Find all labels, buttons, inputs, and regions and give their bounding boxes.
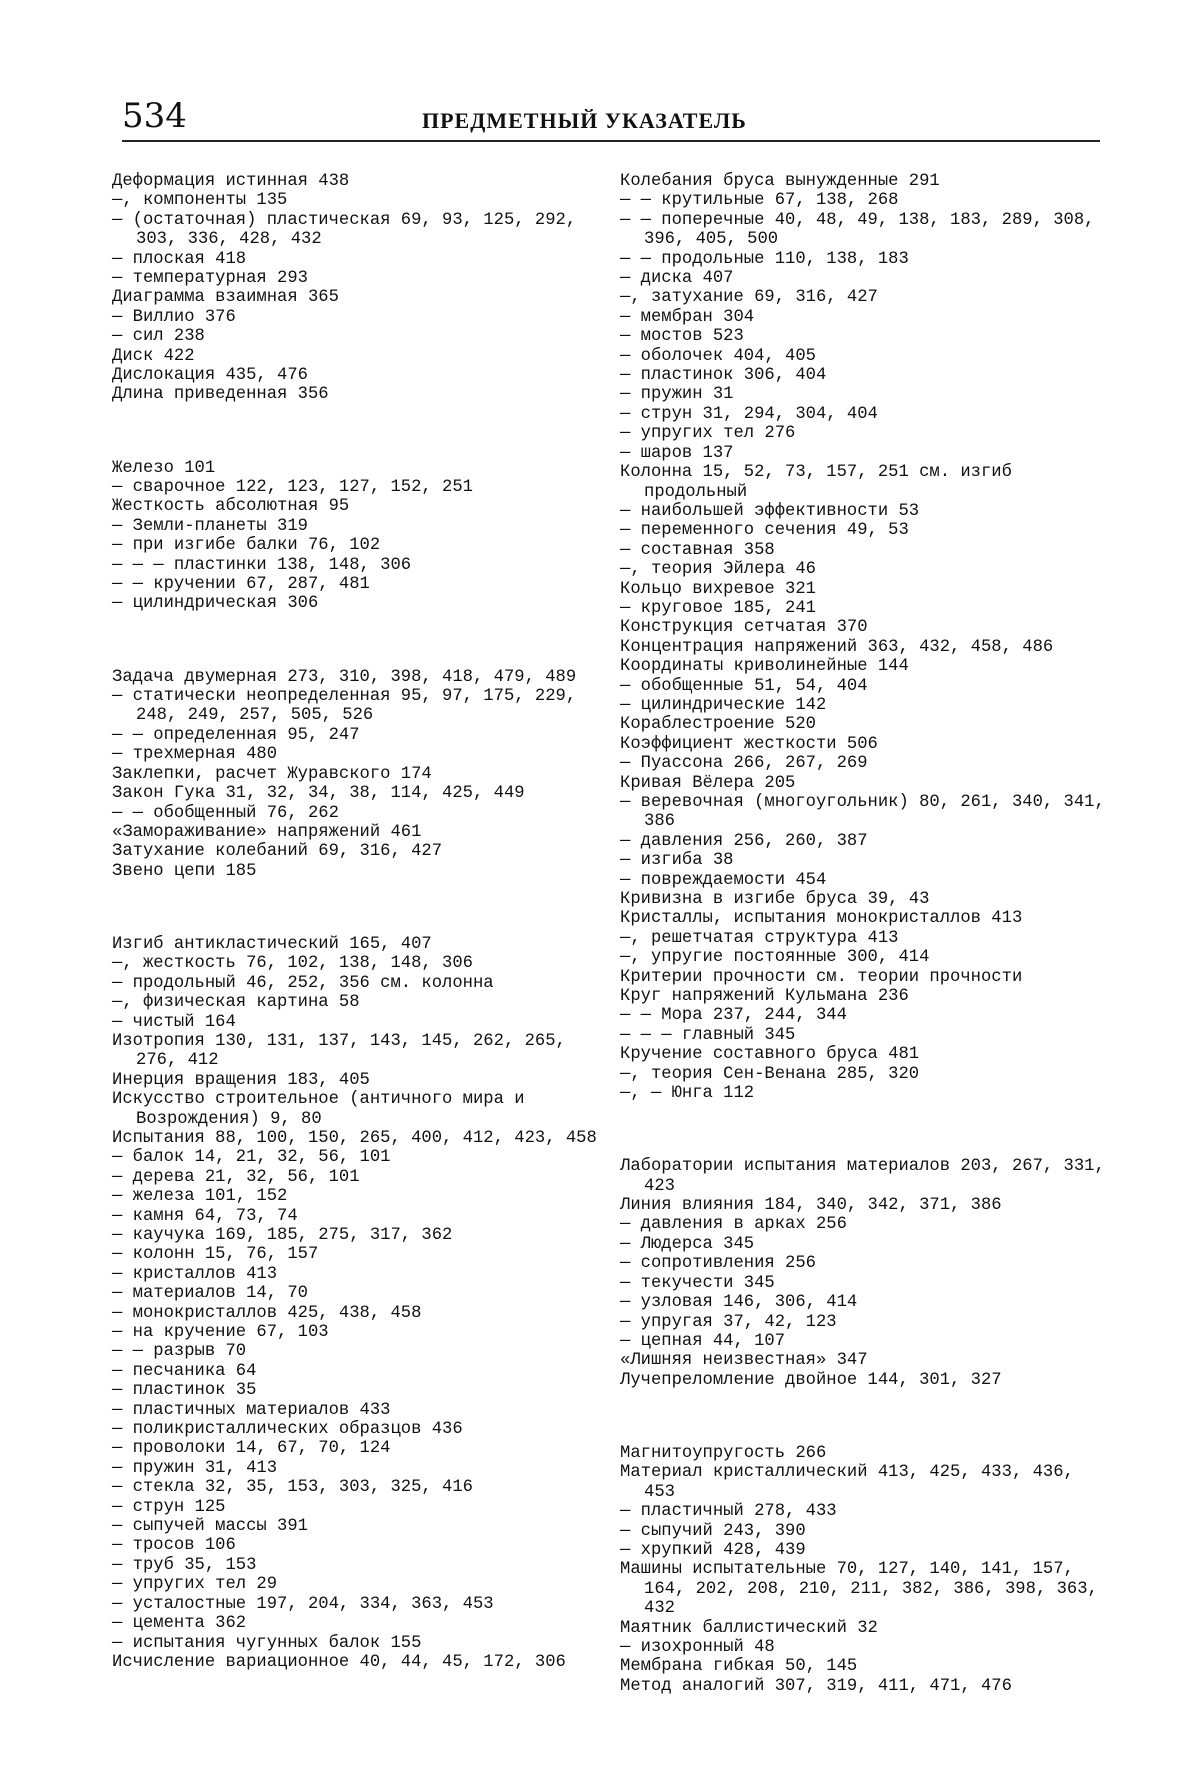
index-entry: — проволоки 14, 67, 70, 124 <box>112 1439 391 1459</box>
index-entry: Затухание колебаний 69, 316, 427 <box>112 842 443 862</box>
index-entry: — мостов 523 <box>620 327 744 347</box>
index-entry: Круг напряжений Кульмана 236 <box>620 987 909 1007</box>
index-entry: Деформация истинная 438 <box>112 172 350 191</box>
index-entry: Кривая Вёлера 205 <box>620 773 796 793</box>
index-entry: — сил 238 <box>112 327 205 347</box>
index-entry: — переменного сечения 49, 53 <box>620 521 909 541</box>
index-entry: — испытания чугунных балок 155 <box>112 1633 422 1653</box>
index-entry: Испытания 88, 100, 150, 265, 400, 412, 423, 458 <box>112 1128 597 1148</box>
index-entry: Машины испытательные 70, 127, 140, 141, 157, 164, 202, 208, 210, 211, 382, 386, 398, 363, 432 <box>620 1560 1098 1619</box>
index-entry: — усталостные 197, 204, 334, 363, 453 <box>112 1594 494 1614</box>
index-entry: —, затухание 69, 316, 427 <box>620 288 878 308</box>
section-gap <box>112 898 602 917</box>
index-entry: — упругих тел 29 <box>112 1575 278 1595</box>
index-entry: — тросов 106 <box>112 1536 236 1556</box>
index-entry: Координаты криволинейные 144 <box>620 657 909 677</box>
index-entry: Колебания бруса вынужденные 291 <box>620 172 940 191</box>
index-entry: — пластичный 278, 433 <box>620 1502 837 1522</box>
index-entry: Заклепки, расчет Журавского 174 <box>112 764 432 784</box>
section-gap <box>112 422 602 441</box>
index-entry: Колонна 15, 52, 73, 157, 251 см. изгиб продольный <box>620 463 1012 502</box>
index-entry: — стекла 32, 35, 153, 303, 325, 416 <box>112 1478 473 1498</box>
header-rule <box>122 140 1100 142</box>
index-entry: — — обобщенный 76, 262 <box>112 803 339 823</box>
index-entry: — плоская 418 <box>112 249 247 269</box>
index-entry: — круговое 185, 241 <box>620 598 816 618</box>
index-entry: — текучести 345 <box>620 1273 775 1293</box>
index-entry: Материал кристаллический 413, 425, 433, 436, 453 <box>620 1463 1074 1502</box>
index-entry: — — крутильные 67, 138, 268 <box>620 191 899 211</box>
index-entry: — изохронный 48 <box>620 1637 775 1657</box>
index-entry: — балок 14, 21, 32, 56, 101 <box>112 1148 391 1168</box>
index-entry: — колонн 15, 76, 157 <box>112 1245 319 1265</box>
index-entry: — струн 125 <box>112 1497 226 1517</box>
index-entry: — материалов 14, 70 <box>112 1284 308 1304</box>
index-entry: —, жесткость 76, 102, 138, 148, 306 <box>112 954 473 974</box>
section-gap <box>620 1121 1110 1140</box>
index-entry: — дерева 21, 32, 56, 101 <box>112 1167 360 1187</box>
index-entry: — сыпучий 243, 390 <box>620 1521 806 1541</box>
index-entry: Кольцо вихревое 321 <box>620 579 816 599</box>
index-entry: Коэффициент жесткости 506 <box>620 734 878 754</box>
section-gap <box>112 631 602 650</box>
index-entry: «Замораживание» напряжений 461 <box>112 822 422 842</box>
index-entry: — (остаточная) пластическая 69, 93, 125, 292, 303, 336, 428, 432 <box>112 210 577 250</box>
index-entry: Жесткость абсолютная 95 <box>112 497 350 517</box>
index-entry: — упругих тел 276 <box>620 424 796 444</box>
index-entry: — составная 358 <box>620 540 775 560</box>
index-entry: Конструкция сетчатая 370 <box>620 618 868 638</box>
index-entry: — — поперечные 40, 48, 49, 138, 183, 289, 308, 396, 405, 500 <box>620 210 1095 250</box>
index-entry: — давления в арках 256 <box>620 1215 847 1235</box>
index-entry: Кривизна в изгибе бруса 39, 43 <box>620 890 930 910</box>
index-column-left <box>112 172 602 1672</box>
index-entry: — хрупкий 428, 439 <box>620 1540 806 1560</box>
index-entry: —, решетчатая структура 413 <box>620 928 899 948</box>
index-entry: Звено цепи 185 <box>112 861 257 881</box>
index-entry: Железо 101 <box>112 458 216 478</box>
index-entry: — — — главный 345 <box>620 1025 796 1045</box>
index-entry: — Людерса 345 <box>620 1234 755 1254</box>
index-entry: — обобщенные 51, 54, 404 <box>620 676 868 696</box>
page-header <box>122 96 1100 146</box>
index-entry: Критерии прочности см. теории прочности <box>620 967 1023 987</box>
index-entry: — песчаника 64 <box>112 1361 257 1381</box>
index-entry: — пластичных материалов 433 <box>112 1400 391 1420</box>
index-entry: Концентрация напряжений 363, 432, 458, 486 <box>620 637 1054 657</box>
index-entry: — наибольшей эффективности 53 <box>620 501 920 521</box>
index-entry: «Лишняя неизвестная» 347 <box>620 1351 868 1371</box>
index-entry: — поликристаллических образцов 436 <box>112 1420 463 1440</box>
index-entry: — железа 101, 152 <box>112 1187 288 1207</box>
index-entry: Метод аналогий 307, 319, 411, 471, 476 <box>620 1676 1012 1696</box>
index-entry: — — разрыв 70 <box>112 1342 247 1362</box>
index-entry: — труб 35, 153 <box>112 1555 257 1575</box>
index-entry: — — — пластинки 138, 148, 306 <box>112 555 412 575</box>
index-entry: Кристаллы, испытания монокристаллов 413 <box>620 909 1023 929</box>
running-title: ПРЕДМЕТНЫЙ УКАЗАТЕЛЬ <box>422 108 747 133</box>
index-entry: — пластинок 35 <box>112 1381 257 1401</box>
index-entry: — струн 31, 294, 304, 404 <box>620 404 878 424</box>
page-number: 534 <box>122 96 187 136</box>
index-entry: —, теория Сен-Венана 285, 320 <box>620 1064 920 1084</box>
index-entry: — монокристаллов 425, 438, 458 <box>112 1303 422 1323</box>
index-entry: — чистый 164 <box>112 1012 236 1032</box>
index-entry: — при изгибе балки 76, 102 <box>112 536 381 556</box>
index-entry: Искусство строительное (античного мира и Возрождения) 9, 80 <box>112 1090 525 1129</box>
index-entry: Длина приведенная 356 <box>112 385 329 405</box>
index-entry: —, упругие постоянные 300, 414 <box>620 948 930 968</box>
index-entry: Кручение составного бруса 481 <box>620 1045 920 1065</box>
index-entry: Линия влияния 184, 340, 342, 371, 386 <box>620 1196 1002 1216</box>
index-entry: — кристаллов 413 <box>112 1264 278 1284</box>
index-entry: — — продольные 110, 138, 183 <box>620 249 909 269</box>
index-entry: Исчисление вариационное 40, 44, 45, 172, 306 <box>112 1652 566 1672</box>
index-entry: — оболочек 404, 405 <box>620 346 816 366</box>
index-entry: — шаров 137 <box>620 443 734 463</box>
index-entry: — пружин 31, 413 <box>112 1458 278 1478</box>
index-entry: Изгиб антикластический 165, 407 <box>112 934 432 954</box>
index-column-right <box>620 172 1110 1696</box>
index-entry: — сопротивления 256 <box>620 1254 816 1274</box>
index-entry: Маятник баллистический 32 <box>620 1618 878 1638</box>
index-entry: — пластинок 306, 404 <box>620 366 827 386</box>
index-entry: — пружин 31 <box>620 385 734 405</box>
index-entry: — — определенная 95, 247 <box>112 725 360 745</box>
index-entry: — цилиндрическая 306 <box>112 594 319 614</box>
index-entry: — продольный 46, 252, 356 см. колонна <box>112 973 494 993</box>
index-entry: Магнитоупругость 266 <box>620 1443 827 1463</box>
index-entry: — веревочная (многоугольник) 80, 261, 340, 341, 386 <box>620 793 1105 832</box>
index-entry: Закон Гука 31, 32, 34, 38, 114, 425, 449 <box>112 784 525 804</box>
index-entry: Дислокация 435, 476 <box>112 366 308 386</box>
index-entry: — сыпучей массы 391 <box>112 1517 308 1537</box>
index-entry: —, теория Эйлера 46 <box>620 560 816 580</box>
index-entry: — — Мора 237, 244, 344 <box>620 1006 847 1026</box>
index-entry: — цилиндрические 142 <box>620 695 827 715</box>
index-entry: — повреждаемости 454 <box>620 870 827 890</box>
index-entry: Кораблестроение 520 <box>620 715 816 735</box>
index-entry: — Земли-планеты 319 <box>112 516 308 536</box>
index-entry: Изотропия 130, 131, 137, 143, 145, 262, 265, 276, 412 <box>112 1031 566 1071</box>
index-entry: Мембрана гибкая 50, 145 <box>620 1657 858 1677</box>
index-entry: — статически неопределенная 95, 97, 175, 229, 248, 249, 257, 505, 526 <box>112 687 577 726</box>
index-entry: — упругая 37, 42, 123 <box>620 1312 837 1332</box>
index-entry: — на кручение 67, 103 <box>112 1323 329 1343</box>
index-entry: — диска 407 <box>620 269 734 289</box>
index-entry: — Пуассона 266, 267, 269 <box>620 754 868 774</box>
index-entry: —, компоненты 135 <box>112 191 288 211</box>
index-entry: Инерция вращения 183, 405 <box>112 1070 370 1090</box>
index-entry: — камня 64, 73, 74 <box>112 1206 298 1226</box>
index-entry: — цемента 362 <box>112 1614 247 1634</box>
index-entry: — узловая 146, 306, 414 <box>620 1293 858 1313</box>
index-entry: — каучука 169, 185, 275, 317, 362 <box>112 1225 453 1245</box>
index-entry: — давления 256, 260, 387 <box>620 831 868 851</box>
index-entry: Лаборатории испытания материалов 203, 267, 331, 423 <box>620 1157 1105 1196</box>
index-entry: —, физическая картина 58 <box>112 993 360 1013</box>
index-entry: — сварочное 122, 123, 127, 152, 251 <box>112 478 473 498</box>
index-entry: — цепная 44, 107 <box>620 1331 786 1351</box>
index-entry: Задача двумерная 273, 310, 398, 418, 479, 489 <box>112 667 577 687</box>
index-entry: Диаграмма взаимная 365 <box>112 288 339 308</box>
section-gap <box>620 1407 1110 1426</box>
index-entry: — трехмерная 480 <box>112 745 278 765</box>
index-entry: — изгиба 38 <box>620 851 734 871</box>
index-entry: — Виллио 376 <box>112 307 236 327</box>
index-entry: Диск 422 <box>112 346 195 366</box>
index-entry: — температурная 293 <box>112 269 308 289</box>
index-entry: —, — Юнга 112 <box>620 1084 755 1104</box>
index-entry: — мембран 304 <box>620 307 755 327</box>
index-entry: Лучепреломление двойное 144, 301, 327 <box>620 1370 1002 1390</box>
index-entry: — — кручении 67, 287, 481 <box>112 575 370 595</box>
